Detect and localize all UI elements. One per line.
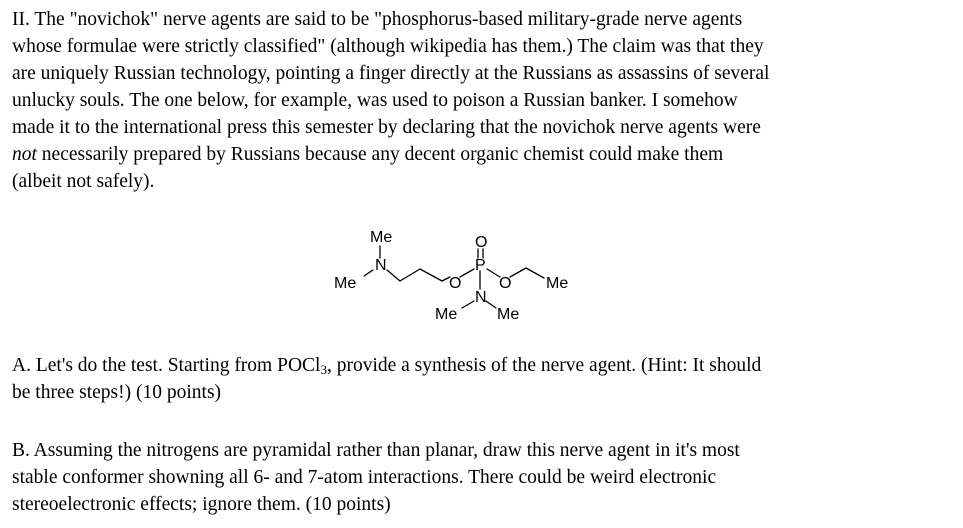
intro-line-1: II. The "novichok" nerve agents are said to be "phosphorus-based military-grade nerve agents	[12, 9, 743, 30]
atom-o-ester-left: O	[449, 275, 462, 292]
part-b-line-1: B. Assuming the nitrogens are pyramidal rather than planar, draw this nerve agent in it's most	[12, 440, 740, 461]
atom-me-bottom-left: Me	[435, 306, 458, 323]
bond-n-ch2	[387, 270, 400, 281]
bond-ch2-me	[526, 268, 544, 278]
intro-line-7: (albeit not safely).	[12, 171, 155, 192]
atom-n-left: N	[375, 257, 387, 274]
bond-ch2-ch2-b	[420, 269, 442, 281]
question-part-b	[12, 437, 952, 518]
bond-ch2-ch2	[400, 269, 420, 281]
part-a-line-1-post: , provide a synthesis of the nerve agent. (Hint: It should	[326, 355, 762, 376]
atom-o-double: O	[475, 234, 488, 251]
atom-n-bottom: N	[475, 289, 487, 306]
question-part-a	[12, 352, 952, 406]
intro-line-3: are uniquely Russian technology, pointing a finger directly at the Russians as assassins of several	[12, 63, 770, 84]
part-a-line-1-pre: A. Let's do the test. Starting from POCl	[12, 355, 321, 376]
atom-me-right: Me	[546, 275, 569, 292]
bond-o-ch2	[510, 268, 526, 277]
nerve-agent-structure	[320, 225, 620, 340]
part-a-line-1	[12, 352, 952, 379]
intro-line-2: whose formulae were strictly classified" (although wikipedia has them.) The claim was that they	[12, 36, 764, 57]
bond-n-me-bottom-left	[462, 301, 474, 308]
part-b-line-3: stereoelectronic effects; ignore them. (10 points)	[12, 494, 391, 515]
atom-me-bottom-right: Me	[497, 306, 520, 323]
bond-n-me-left	[364, 270, 373, 276]
part-b-line-2: stable conformer showning all 6- and 7-atom interactions. There could be weird electronic	[12, 467, 717, 488]
atom-p-center: P	[475, 257, 486, 274]
intro-line-4: unlucky souls. The one below, for example, was used to poison a Russian banker. I somehow	[12, 90, 738, 111]
emphasis-not: not	[12, 144, 37, 165]
intro-line-6-rest: necessarily prepared by Russians because any decent organic chemist could make them	[36, 144, 724, 165]
intro-paragraph	[12, 6, 952, 195]
intro-line-6	[12, 141, 952, 168]
bond-o-p	[460, 269, 474, 277]
bond-n-me-bottom-right	[486, 301, 496, 308]
atom-me-left: Me	[334, 275, 357, 292]
intro-line-5: made it to the international press this semester by declaring that the novichok nerve agents were	[12, 117, 761, 138]
atom-me-top: Me	[370, 229, 393, 246]
part-a-line-2: be three steps!) (10 points)	[12, 382, 222, 403]
part-a-subscript: 3	[320, 362, 327, 377]
atom-o-ester-right: O	[499, 275, 512, 292]
structure-drawing	[320, 225, 620, 340]
